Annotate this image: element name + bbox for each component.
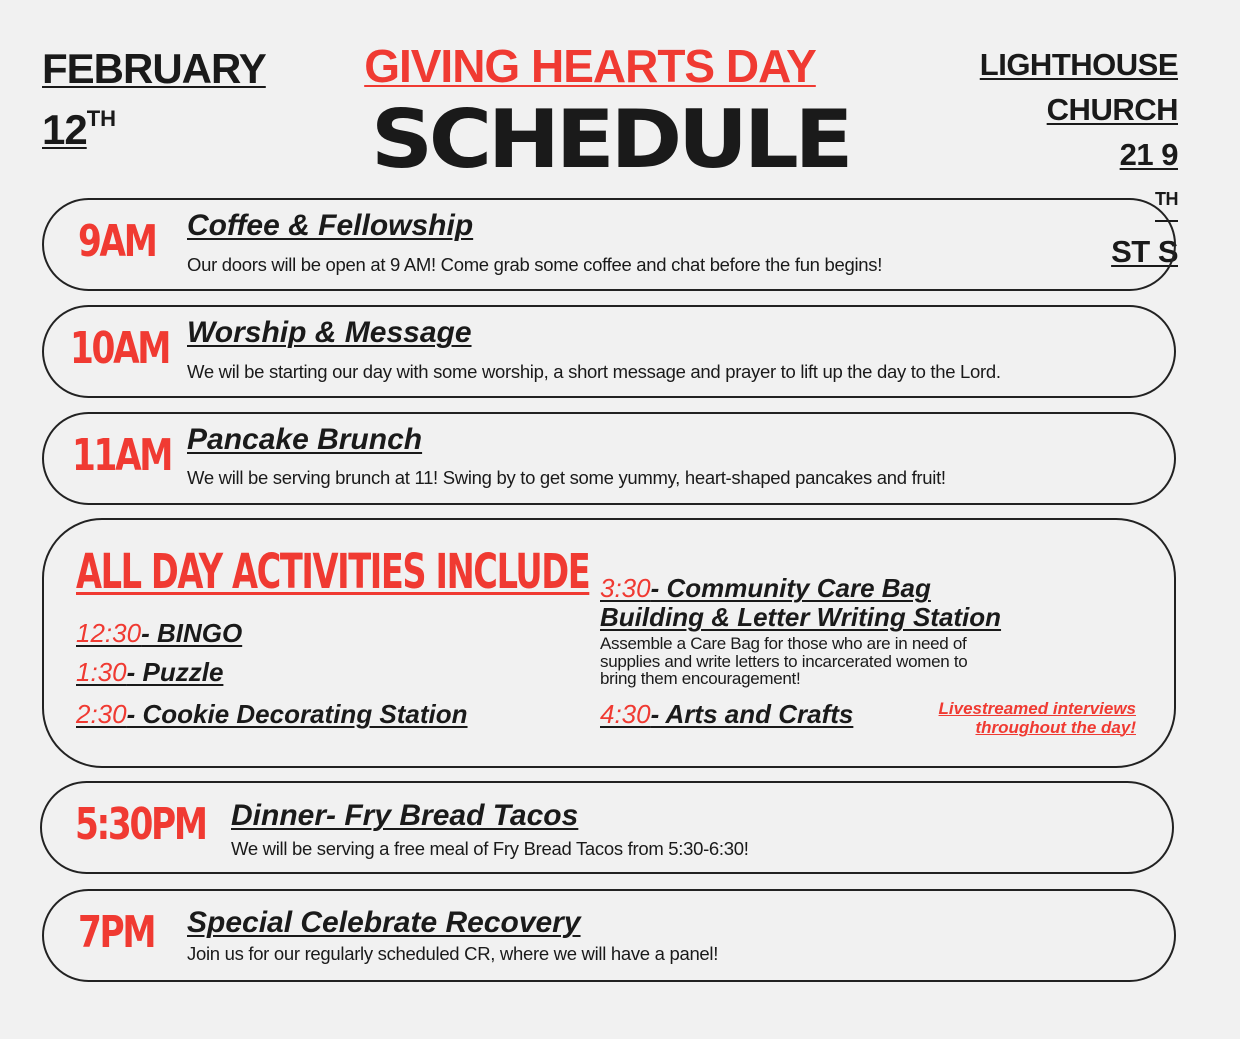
event-time: 7PM <box>78 907 155 958</box>
activity-name: - Puzzle <box>126 657 224 687</box>
event-description: We will be serving brunch at 11! Swing by to get some yummy, heart-shaped pancakes and fruit! <box>187 467 946 488</box>
date-suffix: TH <box>86 106 117 131</box>
schedule-title: SCHEDULE <box>370 93 850 186</box>
event-description: Our doors will be open at 9 AM! Come grab some coffee and chat before the fun begins! <box>187 254 883 275</box>
event-time: 9AM <box>78 216 156 267</box>
address-post: ST S <box>1111 234 1178 269</box>
activity-time: 12:30 <box>76 618 142 648</box>
activity-item <box>76 699 468 730</box>
date-day: 12 <box>42 106 87 153</box>
event-time: 5:30PM <box>75 799 206 850</box>
activity-name: - Cookie Decorating Station <box>126 699 468 729</box>
event-title: Pancake Brunch <box>187 423 423 456</box>
all-day-heading: ALL DAY ACTIVITIES INCLUDE <box>76 544 590 600</box>
care-desc-line: supplies and write letters to incarcerated women to <box>600 651 968 671</box>
activity-name-line2: Building & Letter Writing Station <box>600 602 1002 632</box>
activity-time: 4:30 <box>600 699 651 729</box>
activity-name: - BINGO <box>141 618 243 648</box>
event-description: We will be serving a free meal of Fry Bread Tacos from 5:30-6:30! <box>231 838 749 859</box>
event-date <box>42 44 266 155</box>
livestream-note <box>939 699 1136 737</box>
location-line2: CHURCH <box>1046 92 1178 127</box>
date-month: FEBRUARY <box>42 45 266 92</box>
livestream-line2: throughout the day! <box>975 718 1136 737</box>
livestream-line1: Livestreamed interviews <box>938 699 1136 718</box>
address-suffix: TH <box>1155 189 1178 209</box>
event-time: 11AM <box>72 430 172 481</box>
event-description: We wil be starting our day with some worship, a short message and prayer to lift up the day to the Lord. <box>187 361 1001 382</box>
activity-item <box>76 618 242 649</box>
activity-name: - Community Care Bag <box>650 573 931 603</box>
activity-item <box>600 573 931 604</box>
address-pre: 21 9 <box>1119 137 1178 172</box>
care-bag-description <box>600 635 1040 688</box>
activity-time: 3:30 <box>600 573 651 603</box>
activity-time: 1:30 <box>76 657 127 687</box>
activity-item <box>600 699 853 730</box>
event-title: Dinner- Fry Bread Tacos <box>231 799 579 832</box>
event-name: GIVING HEARTS DAY <box>364 40 816 92</box>
activity-time: 2:30 <box>76 699 127 729</box>
care-desc-line: bring them encouragement! <box>600 669 801 688</box>
event-title: Coffee & Fellowship <box>187 209 474 242</box>
activity-item <box>76 657 223 688</box>
event-description: Join us for our regularly scheduled CR, where we will have a panel! <box>187 943 719 964</box>
location-line1: LIGHTHOUSE <box>979 47 1178 82</box>
event-card <box>40 781 1174 874</box>
event-time: 10AM <box>70 323 170 374</box>
care-desc-line: Assemble a Care Bag for those who are in need of <box>600 634 967 653</box>
event-title: Worship & Message <box>187 316 472 349</box>
activity-name: - Arts and Crafts <box>650 699 854 729</box>
event-title: Special Celebrate Recovery <box>187 906 581 939</box>
